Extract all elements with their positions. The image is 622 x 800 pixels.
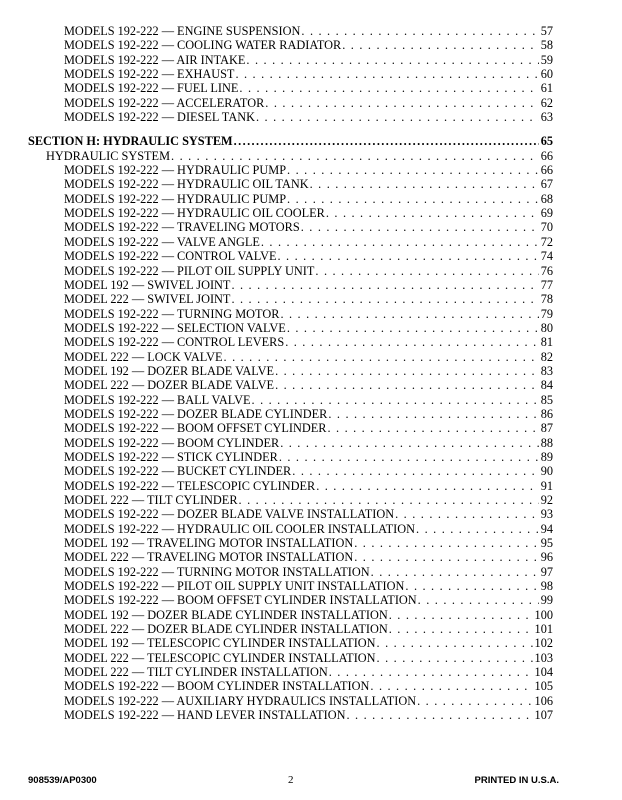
toc-entry <box>0 550 622 564</box>
toc-entry <box>0 335 622 349</box>
dot-leader <box>301 220 539 234</box>
toc-entry-title: MODELS 192-222 — BOOM CYLINDER <box>64 435 280 450</box>
toc-page-number: 85 <box>540 392 553 407</box>
toc-entry <box>0 393 622 407</box>
dot-leader <box>301 24 538 38</box>
toc-entry-line <box>64 24 553 38</box>
toc-entry-line <box>64 110 553 124</box>
toc-entry-title: HYDRAULIC SYSTEM <box>46 148 171 163</box>
printed-notice: PRINTED IN U.S.A. <box>474 775 559 786</box>
toc-page-number: 94 <box>540 521 553 536</box>
toc-entry-title: MODEL 192 — TELESCOPIC CYLINDER INSTALLATION <box>64 636 376 651</box>
toc-page-number: 80 <box>540 320 553 335</box>
toc-entry-title: MODELS 192-222 — EXHAUST <box>64 67 235 82</box>
toc-page-number: 86 <box>540 406 553 421</box>
toc-entry-line <box>64 335 553 349</box>
toc-entry <box>0 67 622 81</box>
dot-leader <box>316 479 539 493</box>
toc-entry-line <box>64 579 553 593</box>
toc-entry <box>0 192 622 206</box>
toc-entry-title: MODELS 192-222 — BOOM OFFSET CYLINDER <box>64 421 327 436</box>
toc-entry <box>0 110 622 124</box>
toc-entry-title: MODEL 222 — DOZER BLADE CYLINDER INSTALLATION <box>64 622 388 637</box>
toc-entry-line <box>64 651 553 665</box>
toc-entry <box>0 479 622 493</box>
toc-entry-line <box>64 636 553 650</box>
toc-page-number: 89 <box>540 449 553 464</box>
toc-entry-line <box>64 393 553 407</box>
toc-subsection <box>0 149 622 163</box>
toc-entry <box>0 565 622 579</box>
toc-page-number: 79 <box>540 306 553 321</box>
toc-entry-title: MODELS 192-222 — TELESCOPIC CYLINDER <box>64 478 316 493</box>
toc-entry-title: MODELS 192-222 — BOOM CYLINDER INSTALLATION <box>64 679 370 694</box>
toc-entry-line <box>64 264 553 278</box>
toc-entry <box>0 636 622 650</box>
toc-entry-line <box>64 665 553 679</box>
toc-page-number: 68 <box>540 191 553 206</box>
dot-leader <box>389 622 533 636</box>
toc-entry-line <box>64 364 553 378</box>
toc-entry-title: MODELS 192-222 — HYDRAULIC OIL COOLER INSTALLATION <box>64 521 416 536</box>
toc-entry <box>0 220 622 234</box>
toc-entry <box>0 96 622 110</box>
toc-page-number: 105 <box>534 679 553 694</box>
toc-entry-title: MODELS 192-222 — HYDRAULIC PUMP <box>64 163 287 178</box>
dot-leader <box>239 81 538 95</box>
dot-leader <box>418 593 539 607</box>
toc-page-number: 84 <box>540 378 553 393</box>
toc-entry <box>0 249 622 263</box>
toc-entry-title: MODEL 192 — DOZER BLADE CYLINDER INSTALLATION <box>64 607 388 622</box>
dot-leader <box>275 378 539 392</box>
toc-page-number: 83 <box>540 363 553 378</box>
toc-entry-line <box>64 235 553 249</box>
toc-entry-title: MODEL 222 — DOZER BLADE VALVE <box>64 378 275 393</box>
dot-leader <box>239 493 539 507</box>
toc-page-number: 57 <box>540 24 553 38</box>
toc-entry-line <box>64 679 553 693</box>
toc-entry <box>0 679 622 693</box>
toc-page-number: 92 <box>540 493 553 507</box>
toc-entry-title: MODELS 192-222 — BALL VALVE <box>64 392 251 407</box>
toc-page-number: 91 <box>540 478 553 493</box>
toc-entry <box>0 665 622 679</box>
dot-leader <box>224 350 539 364</box>
toc-page-number: 102 <box>534 636 553 651</box>
toc-entry-line <box>64 378 553 392</box>
toc-entry-title: MODELS 192-222 — AIR INTAKE <box>64 52 246 67</box>
toc-entry-line <box>64 522 553 536</box>
toc-entry-title: MODEL 192 — DOZER BLADE VALVE <box>64 363 275 378</box>
toc-entry <box>0 378 622 392</box>
toc-entry-line <box>64 192 553 206</box>
toc-page-number: 69 <box>540 206 553 221</box>
toc-entry-line <box>64 67 553 81</box>
dot-leader <box>265 96 538 110</box>
toc-entry-line <box>28 134 553 148</box>
toc-entry-title: MODELS 192-222 — STICK CYLINDER <box>64 449 278 464</box>
toc-page-number: 106 <box>534 693 553 708</box>
toc-entry-title: MODEL 192 — TRAVELING MOTOR INSTALLATION <box>64 536 354 551</box>
toc-page-number: 66 <box>540 148 553 163</box>
toc-entry-title: MODELS 192-222 — PILOT OIL SUPPLY UNIT INSTALLATION <box>64 579 405 594</box>
dot-leader <box>346 708 532 722</box>
toc-page-number: 107 <box>534 708 553 723</box>
toc-page-number: 61 <box>540 81 553 96</box>
dot-leader <box>328 407 538 421</box>
toc-page-number: 77 <box>540 277 553 292</box>
toc-entry-line <box>64 608 553 622</box>
toc-entry <box>0 278 622 292</box>
toc-entry-line <box>64 407 553 421</box>
toc-page-number: 78 <box>540 292 553 307</box>
dot-leader <box>417 694 532 708</box>
toc-entry <box>0 608 622 622</box>
toc-entry <box>0 163 622 177</box>
toc-entry <box>0 81 622 95</box>
dot-leader <box>370 679 532 693</box>
toc-entry-line <box>64 464 553 478</box>
toc-entry-title: MODELS 192-222 — SELECTION VALVE <box>64 320 286 335</box>
toc-page-number: 104 <box>534 665 553 680</box>
toc-entry-line <box>64 507 553 521</box>
toc-entry-line <box>64 622 553 636</box>
toc-entry-line <box>46 149 553 163</box>
dot-leader <box>405 579 538 593</box>
toc-entry <box>0 407 622 421</box>
dot-leader <box>389 608 533 622</box>
toc-entry <box>0 536 622 550</box>
toc-page-number: 65 <box>540 134 553 149</box>
dot-leader <box>280 436 539 450</box>
toc-entry <box>0 53 622 67</box>
dot-leader <box>275 364 539 378</box>
dot-leader <box>231 292 538 306</box>
toc-entry-line <box>64 220 553 234</box>
toc-page-number: 96 <box>540 550 553 565</box>
toc-entry-title: MODELS 192-222 — ACCELERATOR <box>64 95 265 110</box>
dot-leader <box>371 565 539 579</box>
dot-leader <box>234 134 539 148</box>
section-gap <box>0 124 622 134</box>
toc-entry-title: MODELS 192-222 — TURNING MOTOR <box>64 306 280 321</box>
toc-entry-line <box>64 206 553 220</box>
dot-leader <box>310 177 539 191</box>
toc-page-number: 63 <box>540 110 553 125</box>
dot-leader <box>416 522 539 536</box>
toc-entry-line <box>64 565 553 579</box>
toc-entry <box>0 579 622 593</box>
toc-entry-line <box>64 436 553 450</box>
toc-page-number: 70 <box>540 220 553 235</box>
toc-entry <box>0 292 622 306</box>
dot-leader <box>287 321 539 335</box>
toc-entry-line <box>64 421 553 435</box>
toc-page-number: 93 <box>540 507 553 522</box>
toc-entry-title: MODELS 192-222 — BUCKET CYLINDER <box>64 464 292 479</box>
toc-entry-title: MODELS 192-222 — HYDRAULIC OIL TANK <box>64 177 309 192</box>
toc-entry <box>0 493 622 507</box>
toc-entry-line <box>64 450 553 464</box>
toc-entry-line <box>64 292 553 306</box>
toc-page-number: 90 <box>540 464 553 479</box>
toc-page-number: 82 <box>540 349 553 364</box>
toc-entry-line <box>64 479 553 493</box>
toc-entry-title: MODELS 192-222 — AUXILIARY HYDRAULICS INSTALLATION <box>64 693 417 708</box>
dot-leader <box>256 110 539 124</box>
toc-entry <box>0 436 622 450</box>
toc-entry-title: MODELS 192-222 — HYDRAULIC PUMP <box>64 191 287 206</box>
toc-page-number: 99 <box>540 593 553 608</box>
toc-entry <box>0 421 622 435</box>
toc-entry-line <box>64 593 553 607</box>
toc-page-number: 76 <box>540 263 553 278</box>
dot-leader <box>326 206 539 220</box>
dot-leader <box>261 235 539 249</box>
toc-entry-line <box>64 694 553 708</box>
dot-leader <box>327 421 538 435</box>
dot-leader <box>285 335 539 349</box>
toc-entry-line <box>64 163 553 177</box>
toc-entry-title: MODELS 192-222 — VALVE ANGLE <box>64 234 260 249</box>
dot-leader <box>377 651 533 665</box>
toc-entry-line <box>64 493 553 507</box>
toc-entry-line <box>64 53 553 67</box>
toc-entry <box>0 177 622 191</box>
toc-entry-line <box>64 177 553 191</box>
toc-entry <box>0 694 622 708</box>
toc-section-heading <box>0 134 622 148</box>
toc-entry-title: MODELS 192-222 — FUEL LINE <box>64 81 239 96</box>
table-of-contents <box>0 24 622 723</box>
toc-entry-title: MODELS 192-222 — HYDRAULIC OIL COOLER <box>64 206 325 221</box>
toc-page-number: 87 <box>540 421 553 436</box>
toc-entry <box>0 24 622 38</box>
toc-page-number: 98 <box>540 579 553 594</box>
dot-leader <box>377 636 533 650</box>
toc-page-number: 67 <box>540 177 553 192</box>
toc-entry <box>0 651 622 665</box>
toc-entry-title: SECTION H: HYDRAULIC SYSTEM <box>28 134 233 149</box>
dot-leader <box>342 38 538 52</box>
dot-leader <box>246 53 538 67</box>
toc-page-number: 74 <box>540 249 553 264</box>
toc-entry <box>0 622 622 636</box>
dot-leader <box>315 264 538 278</box>
toc-page-number: 100 <box>534 607 553 622</box>
toc-page-number: 97 <box>540 564 553 579</box>
toc-entry-line <box>64 321 553 335</box>
toc-entry <box>0 321 622 335</box>
toc-entry-title: MODELS 192-222 — ENGINE SUSPENSION <box>64 24 301 38</box>
toc-entry-line <box>64 38 553 52</box>
dot-leader <box>252 393 539 407</box>
toc-entry-title: MODELS 192-222 — DOZER BLADE CYLINDER <box>64 406 328 421</box>
toc-entry-title: MODEL 192 — SWIVEL JOINT <box>64 277 231 292</box>
toc-entry-title: MODELS 192-222 — TRAVELING MOTORS <box>64 220 300 235</box>
dot-leader <box>395 507 539 521</box>
toc-entry-line <box>64 536 553 550</box>
toc-page-number: 103 <box>534 650 553 665</box>
dot-leader <box>354 550 538 564</box>
toc-page-number: 81 <box>540 335 553 350</box>
dot-leader <box>171 149 539 163</box>
dot-leader <box>280 307 538 321</box>
toc-entry <box>0 307 622 321</box>
toc-entry-title: MODEL 222 — TILT CYLINDER INSTALLATION <box>64 665 328 680</box>
dot-leader <box>329 665 533 679</box>
toc-entry <box>0 464 622 478</box>
toc-entry-title: MODELS 192-222 — DOZER BLADE VALVE INSTALLATION <box>64 507 395 522</box>
toc-entry-title: MODEL 222 — TRAVELING MOTOR INSTALLATION <box>64 550 354 565</box>
toc-entry <box>0 350 622 364</box>
toc-entry <box>0 522 622 536</box>
toc-page-number: 88 <box>540 435 553 450</box>
toc-entry <box>0 507 622 521</box>
toc-entry-title: MODELS 192-222 — DIESEL TANK <box>64 110 255 125</box>
document-code: 908539/AP0300 <box>28 775 97 786</box>
toc-entry-line <box>64 278 553 292</box>
toc-entry <box>0 364 622 378</box>
toc-entry-title: MODEL 222 — TELESCOPIC CYLINDER INSTALLATION <box>64 650 376 665</box>
toc-entry-line <box>64 550 553 564</box>
toc-entry-title: MODELS 192-222 — PILOT OIL SUPPLY UNIT <box>64 263 315 278</box>
toc-entry-title: MODELS 192-222 — CONTROL LEVERS <box>64 335 285 350</box>
dot-leader <box>277 249 538 263</box>
toc-page-number: 59 <box>540 52 553 67</box>
toc-entry <box>0 593 622 607</box>
toc-entry-line <box>64 96 553 110</box>
toc-entry <box>0 264 622 278</box>
toc-entry-line <box>64 350 553 364</box>
dot-leader <box>354 536 538 550</box>
toc-entry-title: MODELS 192-222 — COOLING WATER RADIATOR <box>64 38 342 53</box>
toc-entry <box>0 38 622 52</box>
dot-leader <box>287 163 539 177</box>
toc-entry-line <box>64 307 553 321</box>
toc-entry <box>0 450 622 464</box>
toc-entry-line <box>64 81 553 95</box>
dot-leader <box>235 67 538 81</box>
page-number: 2 <box>288 774 294 786</box>
toc-page-number: 101 <box>534 622 553 637</box>
toc-entry <box>0 235 622 249</box>
dot-leader <box>231 278 538 292</box>
toc-page-number: 72 <box>540 234 553 249</box>
toc-page-number: 62 <box>540 95 553 110</box>
toc-page-number: 95 <box>540 536 553 551</box>
toc-entry-title: MODELS 192-222 — HAND LEVER INSTALLATION <box>64 708 346 723</box>
toc-entry-title: MODEL 222 — LOCK VALVE <box>64 349 223 364</box>
toc-entry <box>0 708 622 722</box>
dot-leader <box>292 464 538 478</box>
toc-entry-title: MODEL 222 — SWIVEL JOINT <box>64 292 231 307</box>
toc-entry-line <box>64 249 553 263</box>
toc-page-number: 60 <box>540 67 553 82</box>
dot-leader <box>279 450 539 464</box>
page-footer <box>0 775 622 789</box>
toc-entry-title: MODEL 222 — TILT CYLINDER <box>64 493 238 507</box>
dot-leader <box>287 192 539 206</box>
toc-entry-title: MODELS 192-222 — CONTROL VALVE <box>64 249 277 264</box>
toc-entry-title: MODELS 192-222 — TURNING MOTOR INSTALLATION <box>64 564 370 579</box>
toc-entry-title: MODELS 192-222 — BOOM OFFSET CYLINDER INSTALLATION <box>64 593 417 608</box>
toc-entry <box>0 206 622 220</box>
toc-page-number: 58 <box>540 38 553 53</box>
toc-entry-line <box>64 708 553 722</box>
toc-page-number: 66 <box>540 163 553 178</box>
